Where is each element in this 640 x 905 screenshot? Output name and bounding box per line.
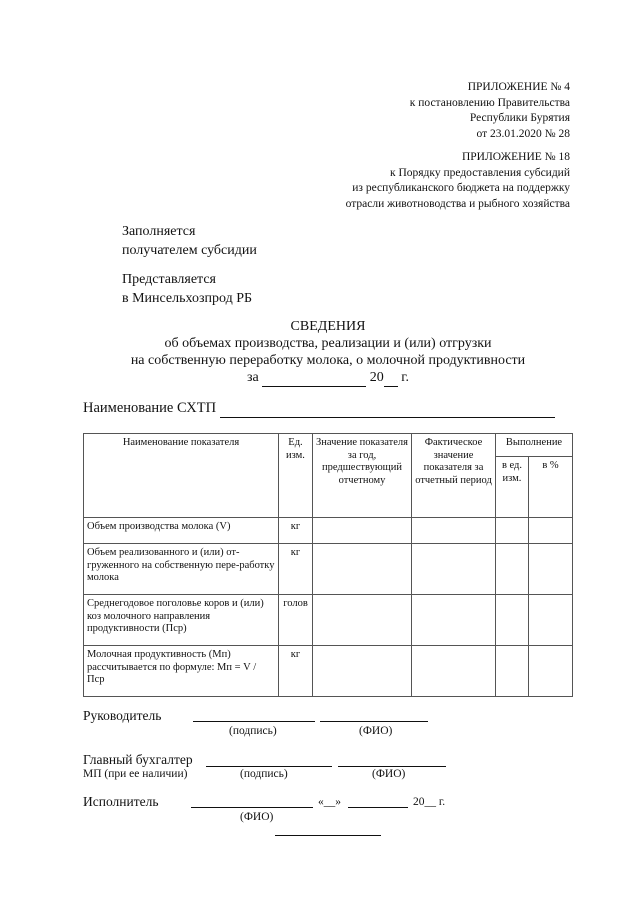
submitted-to-line1: Представляется — [122, 272, 216, 287]
header-actual: Фактическое значение показателя за отчетный период — [412, 434, 496, 518]
row-exec-units-cell[interactable] — [496, 544, 529, 595]
row-exec-units-cell[interactable] — [496, 595, 529, 646]
appendix-18-line4: отрасли животноводства и рыбного хозяйства — [345, 197, 570, 210]
table-row — [84, 544, 573, 595]
header-prev-year: Значение показателя за год, предшествующий отчетному — [313, 434, 412, 518]
executor-phone-line[interactable] — [275, 835, 381, 836]
period-blank — [262, 369, 366, 387]
appendix-4-line4: от 23.01.2020 № 28 — [476, 127, 570, 140]
row-actual-cell[interactable] — [412, 595, 496, 646]
submitted-to-note — [122, 270, 252, 308]
title-main: СВЕДЕНИЯ — [290, 319, 366, 334]
head-sign-caption: (подпись) — [229, 725, 277, 737]
sxtp-label: Наименование СХТП — [83, 400, 217, 416]
head-label: Руководитель — [83, 708, 162, 723]
row-exec-pct-cell[interactable] — [529, 518, 573, 544]
header-indicator-name: Наименование показателя — [84, 434, 279, 518]
appendix-4-line3: Республики Бурятия — [469, 112, 570, 124]
row-prev-cell[interactable] — [313, 646, 412, 697]
table-row — [84, 595, 573, 646]
table-row — [84, 646, 573, 697]
head-signature-line[interactable] — [193, 721, 315, 722]
period-za: за — [247, 370, 259, 385]
title-period — [0, 369, 640, 387]
row-name: Среднегодовое поголовье коров и (или) коз молочного направления продуктивности (Пср) — [84, 595, 279, 646]
row-name: Объем производства молока (V) — [84, 518, 279, 544]
row-exec-units-cell[interactable] — [496, 518, 529, 544]
row-actual-cell[interactable] — [412, 544, 496, 595]
row-unit: кг — [279, 544, 313, 595]
row-exec-pct-cell[interactable] — [529, 544, 573, 595]
table-row — [84, 518, 573, 544]
row-name: Молочная продуктивность (Мп) рассчитывается по формуле: Мп = V / Пср — [84, 646, 279, 697]
executor-year: 20__ г. — [413, 796, 446, 808]
submitted-to-line2: в Минсельхозпрод РБ — [122, 291, 253, 306]
stamp-label: МП (при ее наличии) — [83, 768, 188, 780]
accountant-sign-caption: (подпись) — [240, 768, 288, 780]
table-header-row — [84, 434, 573, 457]
appendix-4-title: ПРИЛОЖЕНИЕ № 4 — [467, 81, 570, 93]
title-line3: на собственную переработку молока, о молочной продуктивности — [130, 353, 526, 368]
filled-by-note — [122, 222, 257, 260]
period-year-prefix: 20 — [369, 370, 384, 385]
header-exec-units: в ед. изм. — [496, 457, 529, 518]
executor-label: Исполнитель — [83, 794, 159, 809]
row-actual-cell[interactable] — [412, 646, 496, 697]
row-name: Объем реализованного и (или) от-груженного на собственную пере-работку молока — [84, 544, 279, 595]
row-unit: кг — [279, 646, 313, 697]
appendix-18-line2: к Порядку предоставления субсидий — [390, 166, 570, 179]
head-fio-line[interactable] — [320, 721, 428, 722]
header-execution: Выполнение — [496, 434, 573, 457]
row-exec-units-cell[interactable] — [496, 646, 529, 697]
filled-by-line1: Заполняется — [122, 224, 196, 239]
accountant-label: Главный бухгалтер — [83, 752, 193, 767]
accountant-signature-line[interactable] — [206, 766, 332, 767]
appendix-4-line2: к постановлению Правительства — [409, 96, 570, 109]
executor-date-open: «__» — [318, 796, 341, 808]
accountant-fio-line[interactable] — [338, 766, 446, 767]
appendix-18-line3: из республиканского бюджета на поддержку — [352, 182, 570, 194]
executor-date-line[interactable] — [348, 807, 408, 808]
row-actual-cell[interactable] — [412, 518, 496, 544]
row-unit: кг — [279, 518, 313, 544]
appendix-4-header — [410, 80, 570, 142]
row-prev-cell[interactable] — [313, 544, 412, 595]
row-prev-cell[interactable] — [313, 518, 412, 544]
sxtp-name-row — [83, 400, 555, 418]
sxtp-name-blank — [220, 400, 555, 418]
appendix-18-header — [346, 150, 570, 212]
executor-fio-line[interactable] — [191, 807, 313, 808]
head-fio-caption: (ФИО) — [359, 725, 393, 737]
indicators-table — [83, 433, 573, 697]
header-exec-pct: в % — [529, 457, 573, 518]
row-exec-pct-cell[interactable] — [529, 646, 573, 697]
row-unit: голов — [279, 595, 313, 646]
appendix-18-title: ПРИЛОЖЕНИЕ № 18 — [461, 151, 570, 163]
accountant-fio-caption: (ФИО) — [372, 768, 406, 780]
title-line2: об объемах производства, реализации и (или) отгрузки — [164, 336, 492, 351]
period-year-blank — [384, 369, 398, 387]
row-exec-pct-cell[interactable] — [529, 595, 573, 646]
row-prev-cell[interactable] — [313, 595, 412, 646]
period-year-suffix: г. — [401, 370, 409, 385]
executor-fio-caption: (ФИО) — [240, 811, 274, 823]
document-title — [0, 318, 640, 387]
header-unit: Ед. изм. — [279, 434, 313, 518]
filled-by-line2: получателем субсидии — [122, 243, 257, 258]
